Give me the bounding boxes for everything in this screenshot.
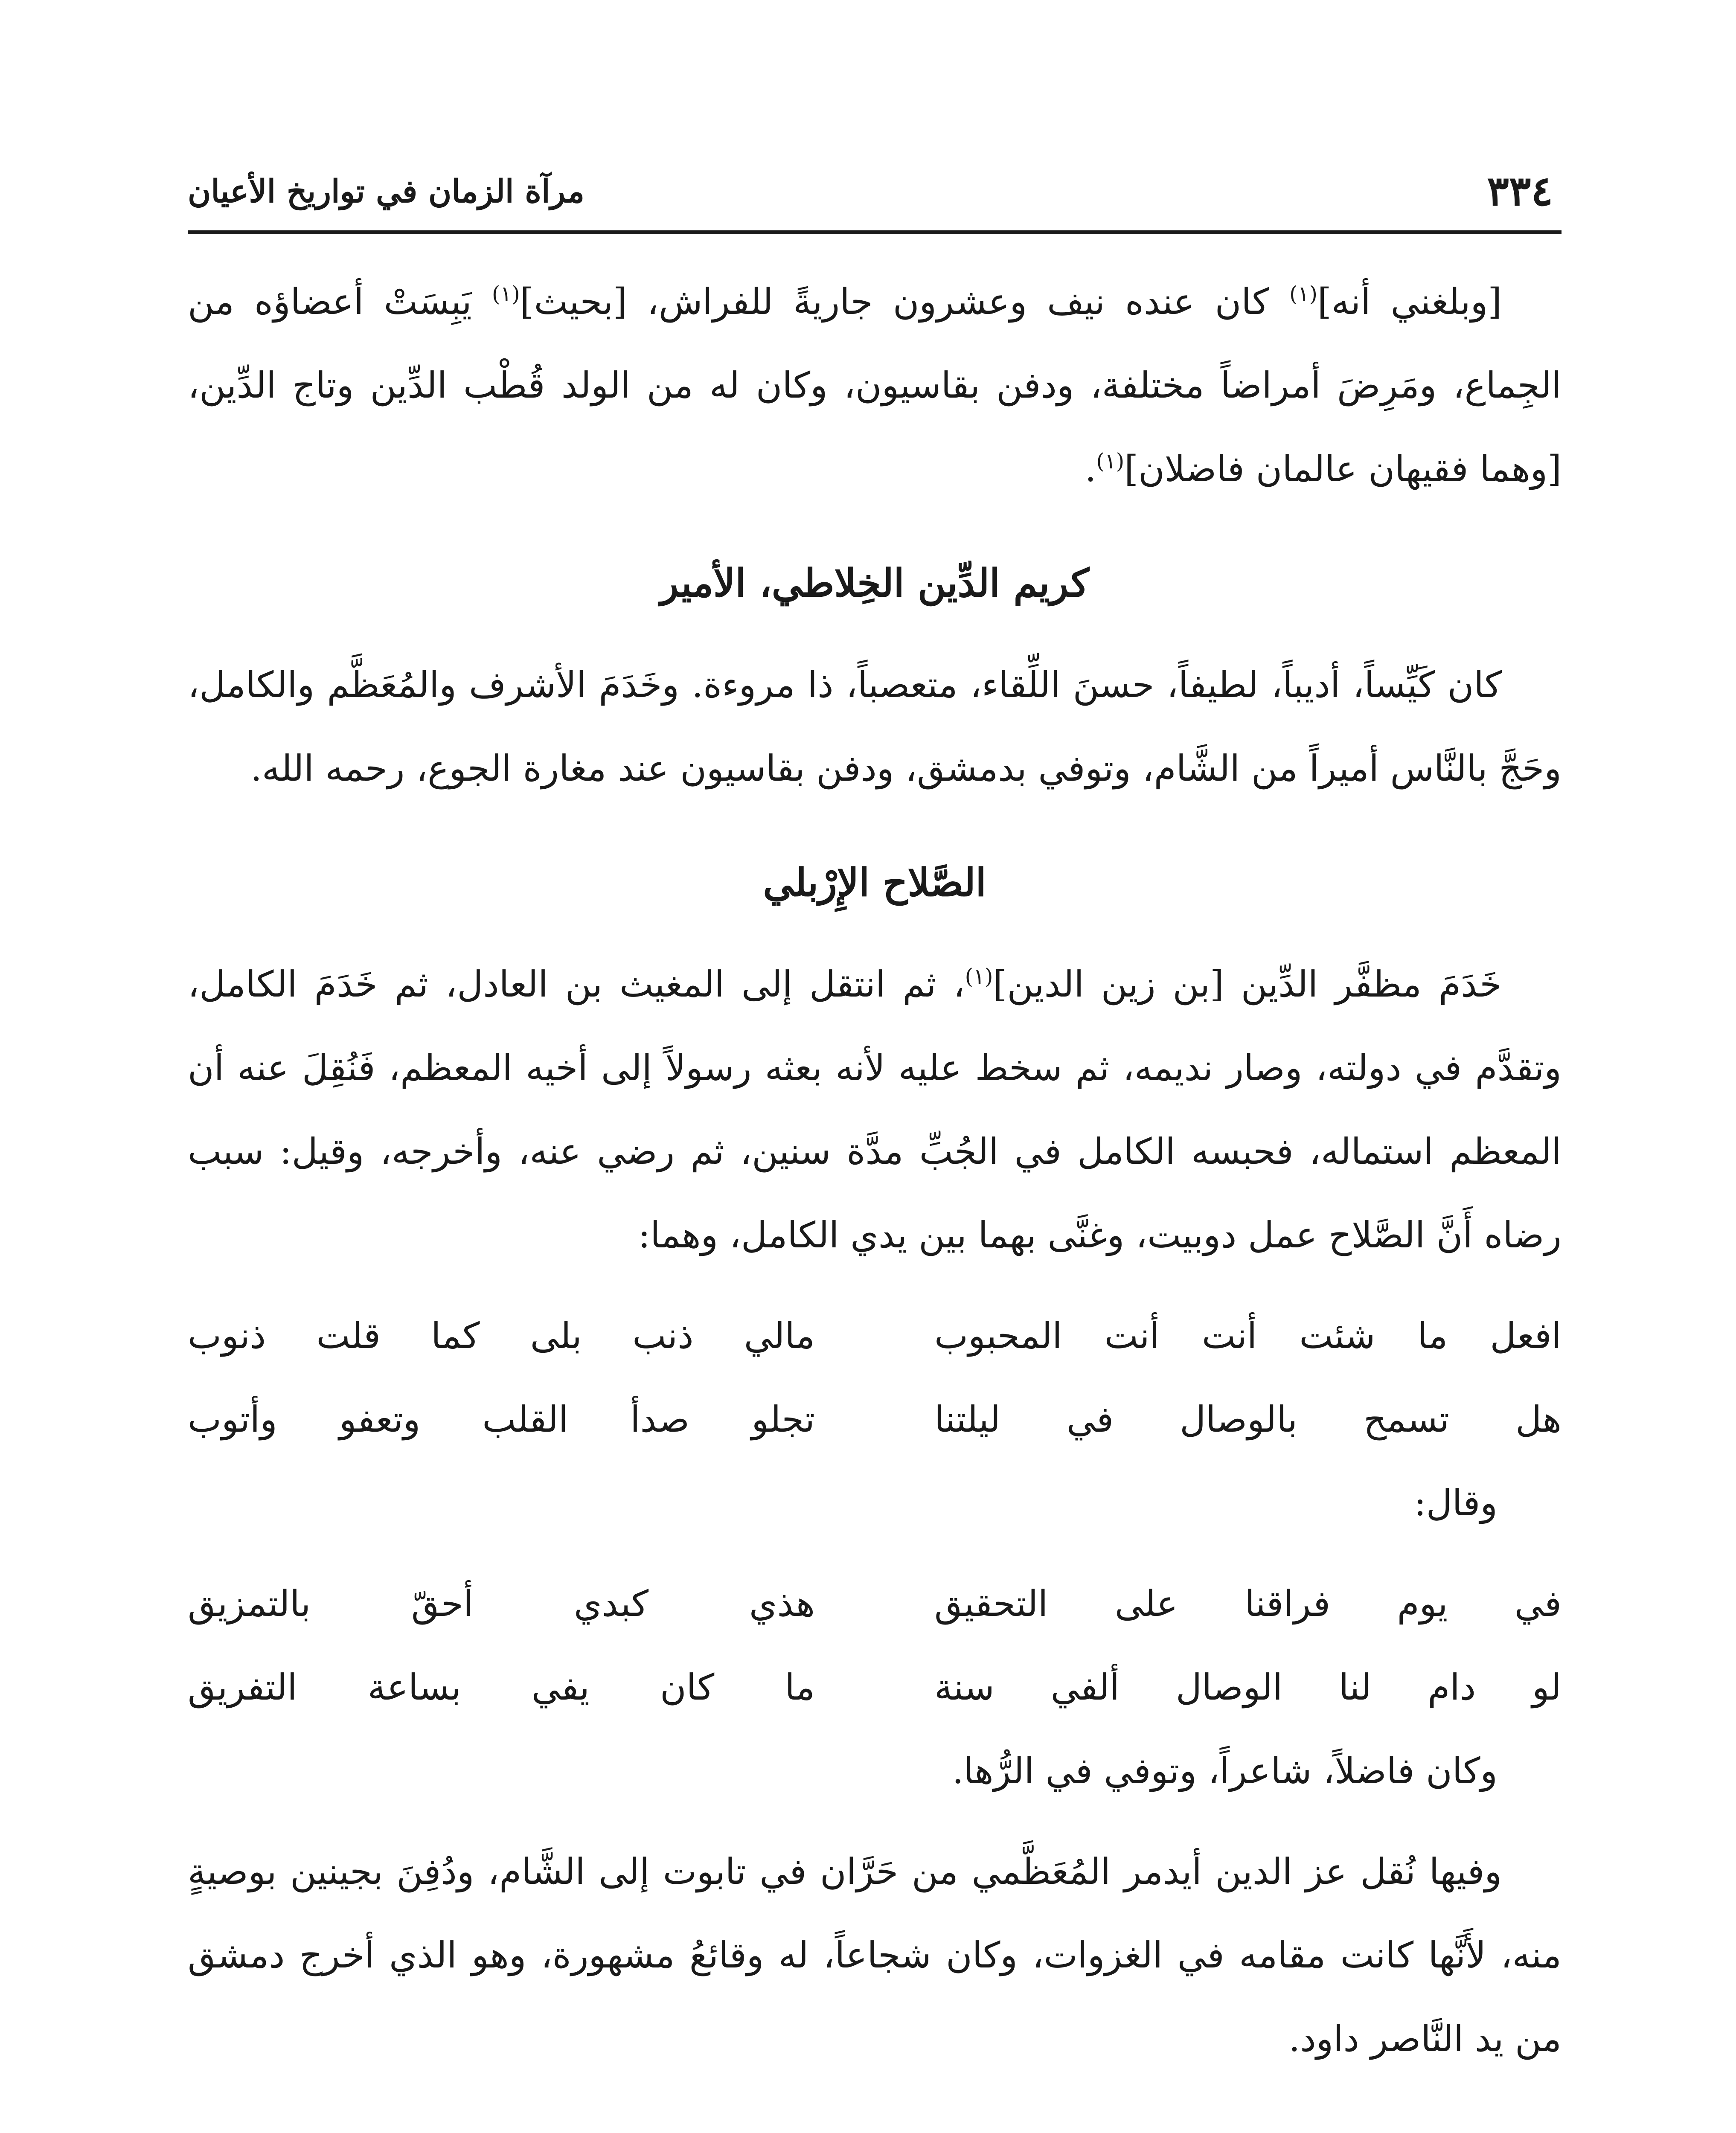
intro-text-2: كان عنده نيف وعشرون جاريةً للفراش، [بحيث] [520, 281, 1290, 323]
section-salah-paragraph [188, 942, 1562, 1277]
verse-first-hemistich: لو دام لنا الوصال ألفي سنة [934, 1666, 1562, 1708]
intro-text-4: . [1085, 448, 1096, 490]
verse-line [188, 1645, 1562, 1729]
verse-first-hemistich: هل تسمح بالوصال في ليلتنا [934, 1398, 1562, 1440]
footnote-ref: (١) [1096, 449, 1125, 474]
salah-closing-line: وكان فاضلاً، شاعراً، وتوفي في الرُّها. [952, 1750, 1498, 1792]
section-heading-karim: كريم الدِّين الخِلاطي، الأمير [660, 561, 1089, 606]
poem-2 [188, 1562, 1562, 1729]
final-paragraph: وفيها نُقل عز الدين أيدمر المُعَظَّمي من حَرَّان في تابوت إلى الشَّام، ودُفِنَ بجينين بوصيةٍ منه، لأَنَّها كانت مقامه في الغزوات، وكان شجاعاً، له وقائعُ مشهورة، وهو الذي أخرج دمشق من يد النَّاصر داود. [188, 1851, 1562, 2060]
salah-text-1: خَدَمَ مظفَّر الدِّين [بن زين الدين] [993, 963, 1502, 1005]
intro-text-3: يَبِسَتْ أعضاؤه من الجِماع، ومَرِضَ أمراضاً مختلفة، ودفن بقاسيون، وكان له من الولد قُطْب الدِّين وتاج الدِّين، [وهما فقيهان عالمان فاضلان] [188, 281, 1562, 490]
verse-line [188, 1562, 1562, 1645]
intro-text-1: [وبلغني أنه] [1317, 281, 1502, 323]
page-number: ٣٣٤ [1487, 167, 1553, 215]
verse-second-hemistich: ما كان يفي بساعة التفريق [188, 1666, 815, 1708]
poem-1 [188, 1294, 1562, 1461]
intro-paragraph [188, 260, 1562, 511]
verse-second-hemistich: تجلو صدأ القلب وتعفو وأتوب [188, 1398, 815, 1440]
salah-text-2: ، ثم انتقل إلى المغيث بن العادل، ثم خَدَمَ الكامل، وتقدَّم في دولته، وصار نديمه، ثم سخط عليه لأنه بعثه رسولاً إلى أخيه المعظم، فَنُقِلَ عنه أن المعظم استماله، فحبسه الكامل في الجُبِّ مدَّة سنين، ثم رضي عنه، وأخرجه، وقيل: سبب رضاه أَنَّ الصَّلاح عمل دوبيت، وغنَّى بهما بين يدي الكامل، وهما: [188, 963, 1562, 1256]
verse-second-hemistich: هذي كبدي أحقّ بالتمزيق [188, 1583, 815, 1624]
footnote-ref: (١) [965, 964, 993, 989]
section-heading-salah: الصَّلاح الإِرْبلي [763, 860, 986, 905]
book-page [188, 154, 1562, 2133]
running-header [188, 154, 1562, 234]
verse-first-hemistich: في يوم فراقنا على التحقيق [934, 1583, 1562, 1624]
section-karim-paragraph: كان كَيِّساً، أديباً، لطيفاً، حسنَ اللِّقاء، متعصباً، ذا مروءة. وخَدَمَ الأشرف والمُعَظَّم والكامل، وحَجَّ بالنَّاس أميراً من الشَّام، وتوفي بدمشق، ودفن بقاسيون عند مغارة الجوع، رحمه الله. [188, 664, 1562, 789]
body-text [188, 260, 1562, 2081]
verse-line [188, 1294, 1562, 1377]
poem-intro-line: وقال: [1414, 1482, 1498, 1524]
verse-first-hemistich: افعل ما شئت أنت أنت المحبوب [934, 1315, 1562, 1357]
verse-line [188, 1377, 1562, 1461]
footnote-ref: (١) [1289, 282, 1317, 306]
verse-second-hemistich: مالي ذنب بلى كما قلت ذنوب [188, 1315, 815, 1357]
footnote-ref: (١) [491, 282, 520, 306]
book-title: مرآة الزمان في تواريخ الأعيان [188, 173, 584, 210]
